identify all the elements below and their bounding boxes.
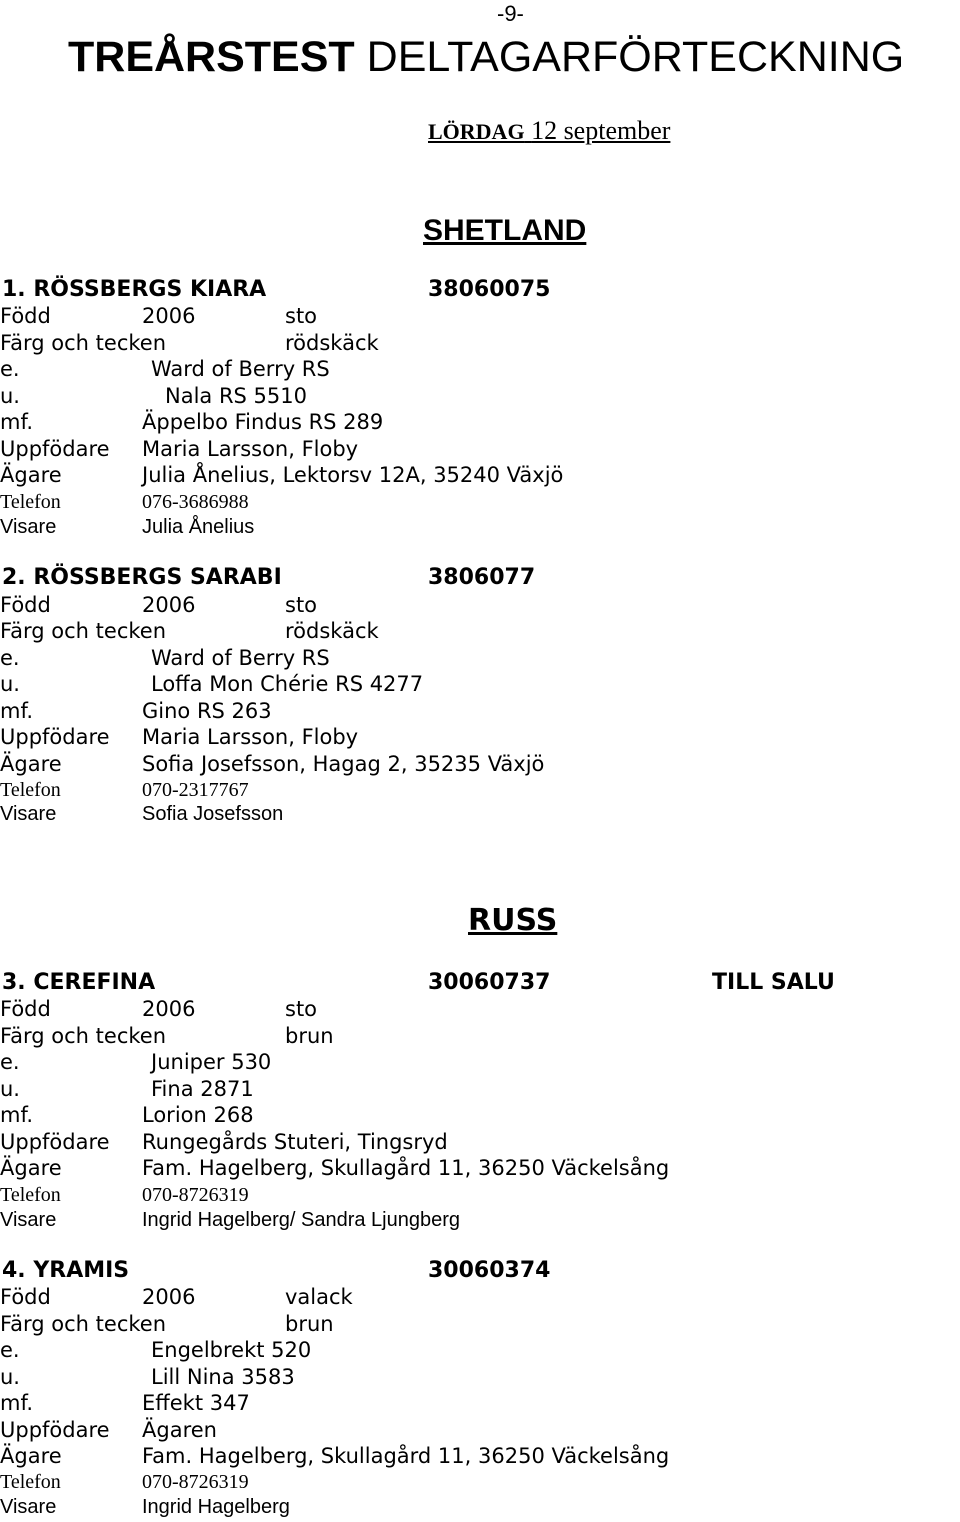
entry-2-e-label: e.: [0, 646, 20, 670]
entry-3-agare-value: Fam. Hagelberg, Skullagård 11, 36250 Väckelsång: [142, 1156, 670, 1180]
page-number: -9-: [497, 1, 524, 26]
entry-1-fodd-sex: sto: [285, 304, 318, 328]
entry-3-e-label: e.: [0, 1050, 20, 1074]
entry-3-reg: 30060737: [428, 970, 551, 995]
entry-3-farg-value: brun: [285, 1024, 334, 1048]
entry-4-mf-label: mf.: [0, 1391, 33, 1415]
entry-4-e-label: e.: [0, 1338, 20, 1362]
entry-2-u-value: Loffa Mon Chérie RS 4277: [151, 672, 424, 696]
title-word-1: TREÅRSTEST: [68, 33, 355, 81]
entry-1-fodd-year: 2006: [142, 304, 196, 328]
entry-4-u-value: Lill Nina 3583: [151, 1365, 295, 1389]
entry-2-u-label: u.: [0, 672, 20, 696]
entry-1-reg: 38060075: [428, 277, 551, 302]
entry-3-tel-value: 070-8726319: [142, 1184, 249, 1206]
date-day: LÖRDAG: [428, 119, 525, 144]
entry-3-fodd-sex: sto: [285, 997, 318, 1021]
entry-1-agare-label: Ägare: [0, 463, 62, 487]
entry-1-u-value: Nala RS 5510: [165, 384, 307, 408]
entry-2-tel-label: Telefon: [0, 779, 61, 801]
entry-2-agare-label: Ägare: [0, 752, 62, 776]
entry-4-mf-value: Effekt 347: [142, 1391, 250, 1415]
entry-1-visare-value: Julia Ånelius: [142, 516, 255, 538]
entry-1-tel-value: 076-3686988: [142, 491, 249, 513]
entry-2-visare-label: Visare: [0, 803, 57, 825]
entry-3-u-label: u.: [0, 1077, 20, 1101]
entry-2-mf-label: mf.: [0, 699, 33, 723]
entry-2-heading: 2. RÖSSBERGS SARABI: [2, 565, 282, 590]
entry-1-tel-label: Telefon: [0, 491, 61, 513]
entry-1-farg-value: rödskäck: [285, 331, 379, 355]
entry-3-mf-label: mf.: [0, 1103, 33, 1127]
entry-3-tel-label: Telefon: [0, 1184, 61, 1206]
entry-2-fodd-sex: sto: [285, 593, 318, 617]
entry-3-uppf-label: Uppfödare: [0, 1130, 110, 1154]
entry-4-visare-label: Visare: [0, 1496, 57, 1518]
entry-4-fodd-year: 2006: [142, 1285, 196, 1309]
entry-4-heading: 4. YRAMIS: [2, 1258, 130, 1283]
document-title: [68, 33, 905, 81]
entry-4-e-value: Engelbrekt 520: [151, 1338, 312, 1362]
date-rest: 12 september: [531, 116, 671, 145]
entry-4-uppf-value: Ägaren: [142, 1418, 217, 1442]
entry-4-agare-value: Fam. Hagelberg, Skullagård 11, 36250 Väckelsång: [142, 1444, 670, 1468]
entry-2-visare-value: Sofia Josefsson: [142, 803, 284, 825]
entry-4-agare-label: Ägare: [0, 1444, 62, 1468]
entry-2-uppf-value: Maria Larsson, Floby: [142, 725, 359, 749]
entry-4-tel-value: 070-8726319: [142, 1471, 249, 1493]
entry-3-visare-value: Ingrid Hagelberg/ Sandra Ljungberg: [142, 1209, 460, 1231]
entry-1-uppf-label: Uppfödare: [0, 437, 110, 461]
entry-3-visare-label: Visare: [0, 1209, 57, 1231]
entry-4-fodd-label: Född: [0, 1285, 51, 1309]
entry-2-uppf-label: Uppfödare: [0, 725, 110, 749]
entry-1-mf-value: Äppelbo Findus RS 289: [142, 410, 384, 434]
entry-2-farg-label: Färg och tecken: [0, 619, 167, 643]
entry-2-farg-value: rödskäck: [285, 619, 379, 643]
entry-4-u-label: u.: [0, 1365, 20, 1389]
entry-4-farg-label: Färg och tecken: [0, 1312, 167, 1336]
entry-4-tel-label: Telefon: [0, 1471, 61, 1493]
date-line: [428, 118, 670, 144]
entry-2-e-value: Ward of Berry RS: [151, 646, 330, 670]
entry-2-tel-value: 070-2317767: [142, 779, 249, 801]
entry-1-visare-label: Visare: [0, 516, 57, 538]
entry-3-farg-label: Färg och tecken: [0, 1024, 167, 1048]
section-title-shetland: SHETLAND: [423, 214, 587, 247]
entry-3-fodd-year: 2006: [142, 997, 196, 1021]
entry-1-e-value: Ward of Berry RS: [151, 357, 330, 381]
entry-1-heading: 1. RÖSSBERGS KIARA: [2, 277, 267, 302]
entry-4-reg: 30060374: [428, 1258, 551, 1283]
entry-4-farg-value: brun: [285, 1312, 334, 1336]
entry-2-reg: 3806077: [428, 565, 536, 590]
entry-1-mf-label: mf.: [0, 410, 33, 434]
entry-4-visare-value: Ingrid Hagelberg: [142, 1496, 290, 1518]
entry-3-u-value: Fina 2871: [151, 1077, 254, 1101]
entry-2-mf-value: Gino RS 263: [142, 699, 272, 723]
entry-2-agare-value: Sofia Josefsson, Hagag 2, 35235 Växjö: [142, 752, 545, 776]
entry-3-sale-badge: TILL SALU: [712, 970, 835, 995]
entry-3-agare-label: Ägare: [0, 1156, 62, 1180]
entry-3-heading: 3. CEREFINA: [2, 970, 156, 995]
entry-3-fodd-label: Född: [0, 997, 51, 1021]
entry-1-agare-value: Julia Ånelius, Lektorsv 12A, 35240 Växjö: [142, 463, 564, 487]
entry-4-uppf-label: Uppfödare: [0, 1418, 110, 1442]
entry-2-fodd-year: 2006: [142, 593, 196, 617]
title-word-2: DELTAGARFÖRTECKNING: [366, 33, 905, 81]
entry-3-uppf-value: Rungegårds Stuteri, Tingsryd: [142, 1130, 448, 1154]
entry-2-fodd-label: Född: [0, 593, 51, 617]
entry-1-farg-label: Färg och tecken: [0, 331, 167, 355]
entry-1-fodd-label: Född: [0, 304, 51, 328]
entry-3-mf-value: Lorion 268: [142, 1103, 254, 1127]
section-title-russ: RUSS: [468, 903, 558, 938]
entry-1-uppf-value: Maria Larsson, Floby: [142, 437, 359, 461]
entry-1-u-label: u.: [0, 384, 20, 408]
entry-3-e-value: Juniper 530: [151, 1050, 272, 1074]
entry-1-e-label: e.: [0, 357, 20, 381]
entry-4-fodd-sex: valack: [285, 1285, 353, 1309]
